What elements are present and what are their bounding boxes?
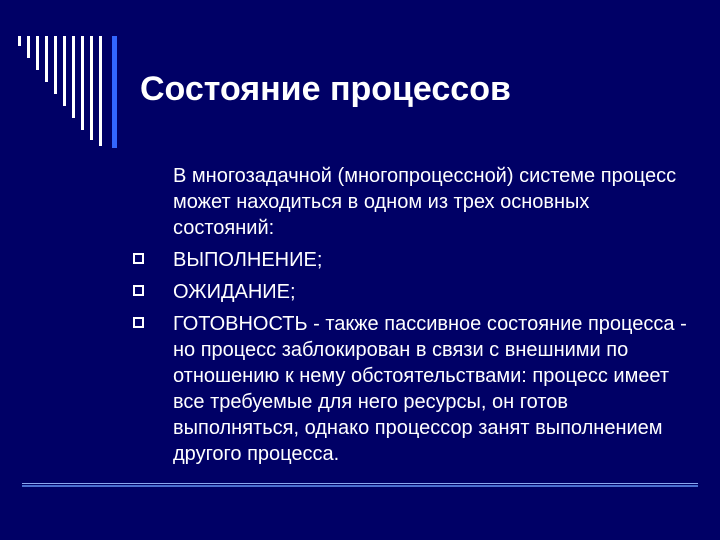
hollow-square-bullet-icon [133, 253, 144, 264]
bullet-item-waiting [130, 279, 690, 305]
intro-paragraph: В многозадачной (многопроцессной) системе процесс может находиться в одном из трех основных состояний: [173, 165, 677, 239]
hollow-square-bullet-icon [133, 317, 144, 328]
bullet-item-running [130, 247, 690, 273]
bullet-item-ready [130, 311, 690, 467]
footer-divider [22, 485, 698, 487]
bullet-text: ГОТОВНОСТЬ - также пассивное состояние процесса - но процесс заблокирован в связи с внешними по отношению к нему обстоятельствами: процесс имеет все требуемые для него ресурсы, он готов выполняться, однако процессор занят выполнением другого процесса. [173, 313, 687, 465]
slide-body [130, 163, 690, 473]
slide-title: Состояние процессов [140, 70, 511, 108]
bullet-text: ОЖИДАНИЕ; [173, 281, 296, 303]
vertical-stripes-decoration [0, 0, 130, 160]
hollow-square-bullet-icon [133, 285, 144, 296]
bullet-list [130, 247, 690, 467]
bullet-text: ВЫПОЛНЕНИЕ; [173, 249, 323, 271]
footer-divider-highlight [22, 483, 698, 484]
